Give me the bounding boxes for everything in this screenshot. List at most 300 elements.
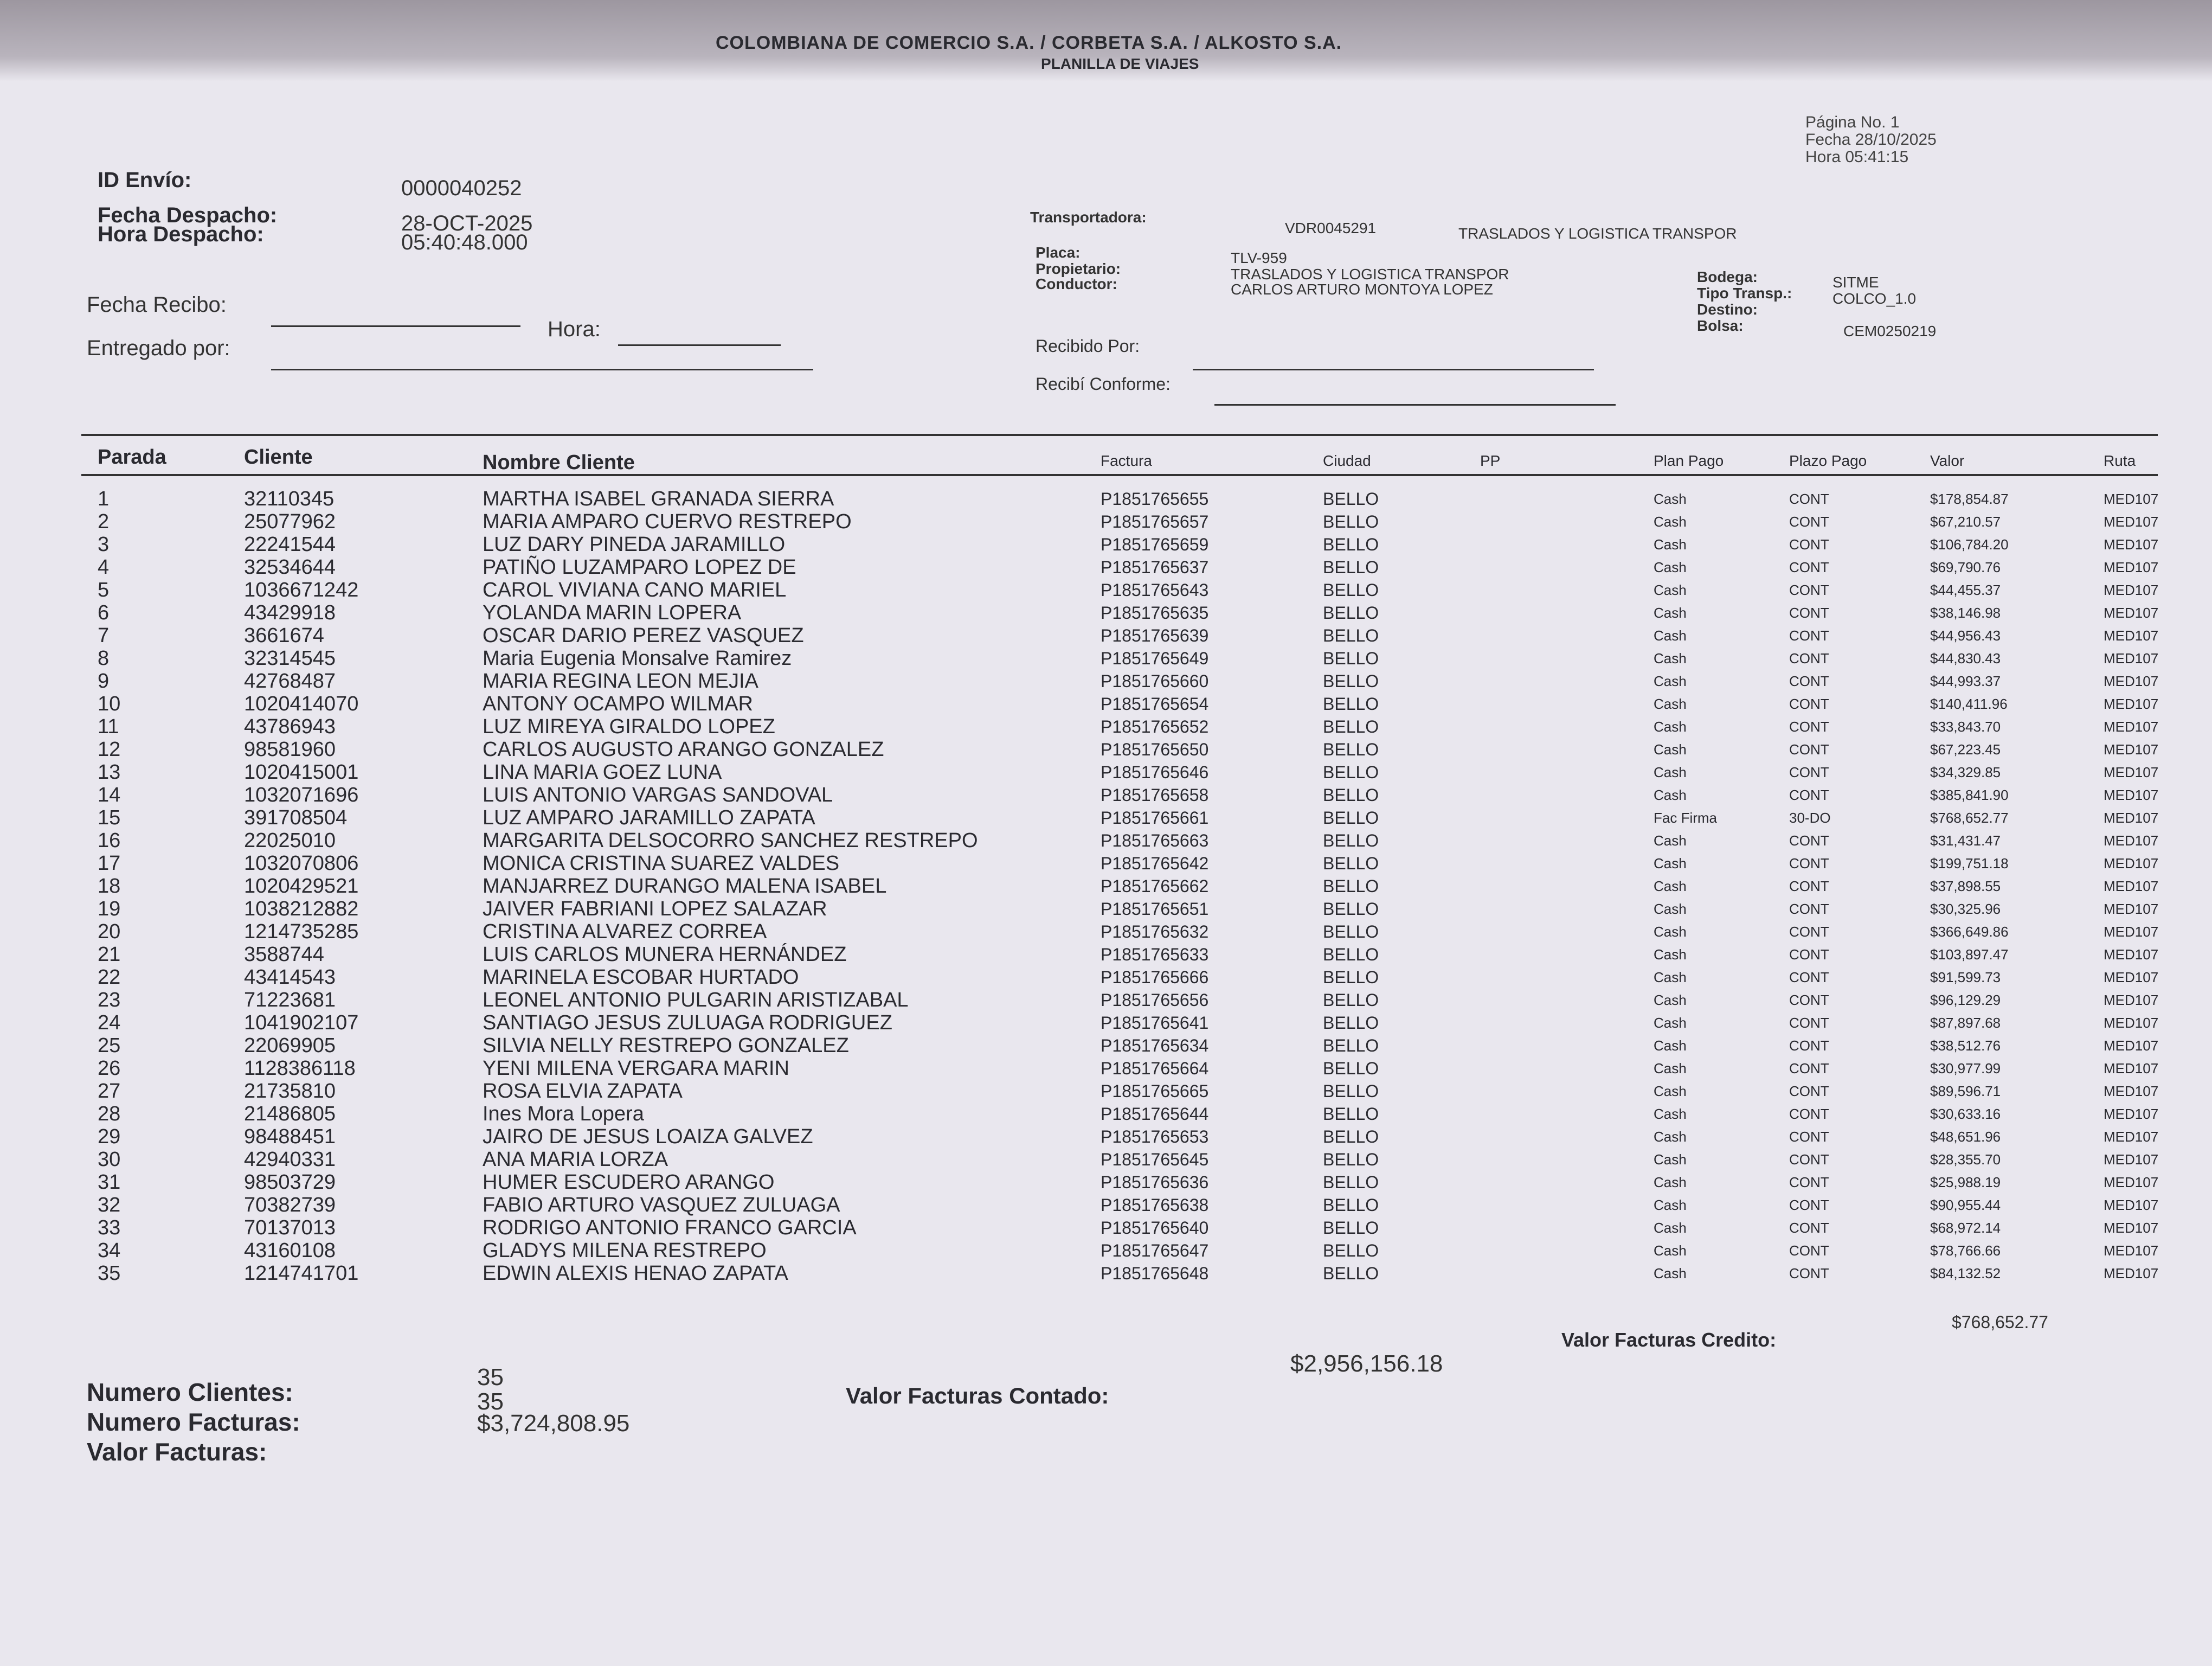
cell-nombre: RODRIGO ANTONIO FRANCO GARCIA — [483, 1216, 857, 1239]
fecha-recibo-line — [271, 325, 520, 327]
cell-cliente: 3661674 — [244, 624, 324, 647]
cell-valor: $89,596.71 — [1930, 1083, 2001, 1099]
valor-facturas-label: Valor Facturas: — [87, 1438, 267, 1466]
cell-factura: P1851765645 — [1101, 1150, 1209, 1169]
credito-label: Valor Facturas Credito: — [1561, 1329, 1777, 1351]
cell-ruta: MED107 — [2104, 878, 2159, 894]
cell-parada: 5 — [98, 579, 110, 601]
cell-cliente: 1032070806 — [244, 852, 359, 875]
cell-plan: Cash — [1654, 1220, 1687, 1236]
cell-plazo: CONT — [1789, 673, 1829, 689]
table-row — [81, 898, 2158, 920]
cell-plan: Cash — [1654, 559, 1687, 575]
cell-cliente: 22241544 — [244, 533, 336, 556]
cell-ruta: MED107 — [2104, 1220, 2159, 1236]
cell-ruta: MED107 — [2104, 696, 2159, 712]
cell-ruta: MED107 — [2104, 582, 2159, 598]
col-parada: Parada — [98, 446, 166, 469]
cell-plan: Cash — [1654, 719, 1687, 735]
cell-ciudad: BELLO — [1323, 854, 1379, 873]
cell-plan: Cash — [1654, 924, 1687, 940]
cell-ciudad: BELLO — [1323, 945, 1379, 964]
cell-plazo: CONT — [1789, 650, 1829, 667]
cell-valor: $91,599.73 — [1930, 969, 2001, 985]
numero-facturas-label: Numero Facturas: — [87, 1408, 300, 1436]
cell-parada: 1 — [98, 488, 110, 510]
cell-valor: $366,649.86 — [1930, 924, 2009, 940]
cell-valor: $48,651.96 — [1930, 1129, 2001, 1145]
cell-factura: P1851765633 — [1101, 945, 1209, 964]
cell-factura: P1851765649 — [1101, 649, 1209, 668]
cell-plan: Cash — [1654, 946, 1687, 963]
cell-plazo: CONT — [1789, 582, 1829, 598]
cell-parada: 13 — [98, 761, 121, 784]
cell-cliente: 43429918 — [244, 601, 336, 624]
credito-value: $768,652.77 — [1952, 1312, 2048, 1332]
cell-nombre: FABIO ARTURO VASQUEZ ZULUAGA — [483, 1194, 840, 1216]
cell-cliente: 1036671242 — [244, 579, 359, 601]
transportadora-code: VDR0045291 — [1285, 220, 1377, 236]
cell-parada: 30 — [98, 1148, 121, 1171]
cell-nombre: MARGARITA DELSOCORRO SANCHEZ RESTREPO — [483, 829, 978, 852]
placa-value: TLV-959 — [1231, 249, 1287, 266]
cell-nombre: ANA MARIA LORZA — [483, 1148, 668, 1171]
hora-despacho-label: Hora Despacho: — [98, 222, 264, 246]
cell-nombre: YOLANDA MARIN LOPERA — [483, 601, 742, 624]
cell-cliente: 21735810 — [244, 1080, 336, 1103]
cell-factura: P1851765643 — [1101, 580, 1209, 600]
table-row — [81, 716, 2158, 738]
cell-plazo: CONT — [1789, 536, 1829, 553]
cell-cliente: 1020429521 — [244, 875, 359, 898]
cell-ciudad: BELLO — [1323, 489, 1379, 509]
table-row — [81, 1058, 2158, 1079]
cell-plan: Cash — [1654, 741, 1687, 758]
table-row — [81, 1035, 2158, 1056]
cell-parada: 24 — [98, 1011, 121, 1034]
cell-plan: Cash — [1654, 969, 1687, 985]
cell-valor: $30,633.16 — [1930, 1106, 2001, 1122]
cell-plazo: CONT — [1789, 514, 1829, 530]
bodega-value: SITME — [1832, 274, 1879, 291]
cell-plazo: CONT — [1789, 924, 1829, 940]
cell-plazo: CONT — [1789, 1015, 1829, 1031]
cell-factura: P1851765632 — [1101, 922, 1209, 941]
table-row — [81, 1126, 2158, 1148]
cell-nombre: PATIÑO LUZAMPARO LOPEZ DE — [483, 556, 796, 579]
cell-plazo: CONT — [1789, 559, 1829, 575]
cell-plan: Cash — [1654, 764, 1687, 780]
cell-ruta: MED107 — [2104, 627, 2159, 644]
cell-valor: $90,955.44 — [1930, 1197, 2001, 1213]
cell-parada: 33 — [98, 1216, 121, 1239]
cell-plan: Cash — [1654, 582, 1687, 598]
contado-label: Valor Facturas Contado: — [846, 1383, 1109, 1408]
cell-valor: $28,355.70 — [1930, 1151, 2001, 1168]
cell-ruta: MED107 — [2104, 1037, 2159, 1054]
numero-facturas-value: 35 — [477, 1388, 504, 1415]
cell-plazo: CONT — [1789, 855, 1829, 872]
hora-label: Hora: — [548, 317, 601, 341]
cell-ruta: MED107 — [2104, 1151, 2159, 1168]
cell-ciudad: BELLO — [1323, 717, 1379, 736]
cell-ruta: MED107 — [2104, 946, 2159, 963]
cell-factura: P1851765635 — [1101, 603, 1209, 623]
recibido-label: Recibido Por: — [1036, 336, 1140, 356]
cell-ciudad: BELLO — [1323, 649, 1379, 668]
cell-nombre: LINA MARIA GOEZ LUNA — [483, 761, 722, 784]
cell-ruta: MED107 — [2104, 992, 2159, 1008]
cell-cliente: 32534644 — [244, 556, 336, 579]
page-number: Página No. 1 — [1805, 113, 1900, 131]
cell-valor: $768,652.77 — [1930, 810, 2009, 826]
cell-ruta: MED107 — [2104, 1015, 2159, 1031]
cell-ruta: MED107 — [2104, 1197, 2159, 1213]
table-row — [81, 807, 2158, 829]
cell-cliente: 98581960 — [244, 738, 336, 761]
cell-valor: $67,210.57 — [1930, 514, 2001, 530]
cell-nombre: Ines Mora Lopera — [483, 1103, 644, 1125]
table-row — [81, 1217, 2158, 1239]
cell-valor: $78,766.66 — [1930, 1242, 2001, 1259]
cell-valor: $84,132.52 — [1930, 1265, 2001, 1281]
cell-nombre: CRISTINA ALVAREZ CORREA — [483, 920, 767, 943]
cell-parada: 23 — [98, 989, 121, 1011]
cell-ciudad: BELLO — [1323, 535, 1379, 554]
cell-nombre: YENI MILENA VERGARA MARIN — [483, 1057, 789, 1080]
cell-plazo: CONT — [1789, 719, 1829, 735]
cell-nombre: GLADYS MILENA RESTREPO — [483, 1239, 767, 1262]
cell-ciudad: BELLO — [1323, 558, 1379, 577]
cell-cliente: 42940331 — [244, 1148, 336, 1171]
cell-parada: 35 — [98, 1262, 121, 1285]
table-row — [81, 966, 2158, 988]
table-row — [81, 921, 2158, 943]
numero-clientes-label: Numero Clientes: — [87, 1378, 293, 1406]
table-row — [81, 1240, 2158, 1261]
cell-nombre: LUIS CARLOS MUNERA HERNÁNDEZ — [483, 943, 847, 966]
cell-valor: $385,841.90 — [1930, 787, 2009, 803]
cell-ruta: MED107 — [2104, 1083, 2159, 1099]
cell-plan: Fac Firma — [1654, 810, 1717, 826]
cell-factura: P1851765651 — [1101, 899, 1209, 919]
cell-factura: P1851765654 — [1101, 694, 1209, 714]
cell-parada: 7 — [98, 624, 110, 647]
hora-line — [618, 344, 781, 346]
cell-plazo: CONT — [1789, 627, 1829, 644]
cell-parada: 22 — [98, 966, 121, 989]
table-row — [81, 1171, 2158, 1193]
cell-nombre: MANJARREZ DURANGO MALENA ISABEL — [483, 875, 887, 898]
cell-ruta: MED107 — [2104, 536, 2159, 553]
cell-valor: $96,129.29 — [1930, 992, 2001, 1008]
cell-plazo: CONT — [1789, 946, 1829, 963]
cell-ciudad: BELLO — [1323, 1127, 1379, 1146]
cell-valor: $44,455.37 — [1930, 582, 2001, 598]
destino-label: Destino: — [1697, 301, 1758, 318]
cell-plan: Cash — [1654, 1242, 1687, 1259]
cell-nombre: LUZ MIREYA GIRALDO LOPEZ — [483, 715, 775, 738]
fecha-despacho-label: Fecha Despacho: — [98, 203, 278, 227]
cell-nombre: MARIA REGINA LEON MEJIA — [483, 670, 758, 693]
cell-plazo: CONT — [1789, 1129, 1829, 1145]
table-row — [81, 853, 2158, 874]
cell-parada: 2 — [98, 510, 110, 533]
cell-valor: $44,993.37 — [1930, 673, 2001, 689]
cell-cliente: 70137013 — [244, 1216, 336, 1239]
table-row — [81, 534, 2158, 555]
cell-ruta: MED107 — [2104, 901, 2159, 917]
cell-valor: $37,898.55 — [1930, 878, 2001, 894]
cell-plazo: 30-DO — [1789, 810, 1831, 826]
cell-valor: $199,751.18 — [1930, 855, 2009, 872]
cell-ciudad: BELLO — [1323, 1195, 1379, 1215]
cell-valor: $103,897.47 — [1930, 946, 2009, 963]
placa-label: Placa: — [1036, 244, 1081, 261]
cell-plan: Cash — [1654, 1151, 1687, 1168]
cell-ciudad: BELLO — [1323, 740, 1379, 759]
cell-factura: P1851765657 — [1101, 512, 1209, 531]
cell-plan: Cash — [1654, 1015, 1687, 1031]
cell-ciudad: BELLO — [1323, 1264, 1379, 1283]
id-envio-value: 0000040252 — [401, 176, 522, 200]
id-envio-label: ID Envío: — [98, 168, 192, 192]
cell-plazo: CONT — [1789, 787, 1829, 803]
cell-ciudad: BELLO — [1323, 831, 1379, 850]
cell-parada: 34 — [98, 1239, 121, 1262]
cell-nombre: MARINELA ESCOBAR HURTADO — [483, 966, 799, 989]
col-ciudad: Ciudad — [1323, 452, 1371, 469]
cell-parada: 20 — [98, 920, 121, 943]
cell-valor: $31,431.47 — [1930, 832, 2001, 849]
cell-nombre: JAIRO DE JESUS LOAIZA GALVEZ — [483, 1125, 813, 1148]
cell-nombre: LUZ DARY PINEDA JARAMILLO — [483, 533, 786, 556]
table-row — [81, 1103, 2158, 1125]
cell-ruta: MED107 — [2104, 924, 2159, 940]
company-title: COLOMBIANA DE COMERCIO S.A. / CORBETA S.A. / ALKOSTO S.A. — [716, 33, 1342, 53]
cell-parada: 11 — [98, 715, 119, 738]
cell-nombre: MARIA AMPARO CUERVO RESTREPO — [483, 510, 852, 533]
print-time: Hora 05:41:15 — [1805, 148, 1909, 166]
cell-ruta: MED107 — [2104, 673, 2159, 689]
cell-factura: P1851765652 — [1101, 717, 1209, 736]
cell-plan: Cash — [1654, 536, 1687, 553]
cell-cliente: 391708504 — [244, 806, 348, 829]
cell-cliente: 1214741701 — [244, 1262, 359, 1285]
cell-ciudad: BELLO — [1323, 1218, 1379, 1238]
propietario-value: TRASLADOS Y LOGISTICA TRANSPOR — [1231, 266, 1509, 283]
cell-factura: P1851765646 — [1101, 762, 1209, 782]
cell-plazo: CONT — [1789, 832, 1829, 849]
cell-parada: 10 — [98, 693, 121, 715]
cell-cliente: 25077962 — [244, 510, 336, 533]
transportadora-name: TRASLADOS Y LOGISTICA TRANSPOR — [1458, 225, 1737, 242]
cell-plan: Cash — [1654, 1174, 1687, 1190]
bodega-label: Bodega: — [1697, 268, 1758, 285]
table-row — [81, 1263, 2158, 1284]
bolsa-value: CEM0250219 — [1843, 323, 1937, 339]
cell-cliente: 98488451 — [244, 1125, 336, 1148]
cell-plazo: CONT — [1789, 1220, 1829, 1236]
cell-ruta: MED107 — [2104, 650, 2159, 667]
cell-parada: 26 — [98, 1057, 121, 1080]
recibido-line — [1193, 369, 1594, 370]
recibi-conforme-line — [1214, 404, 1616, 406]
cell-factura: P1851765665 — [1101, 1081, 1209, 1101]
cell-cliente: 43160108 — [244, 1239, 336, 1262]
cell-factura: P1851765661 — [1101, 808, 1209, 828]
col-factura: Factura — [1101, 452, 1152, 469]
cell-valor: $38,512.76 — [1930, 1037, 2001, 1054]
cell-parada: 9 — [98, 670, 110, 693]
cell-parada: 32 — [98, 1194, 121, 1216]
cell-ciudad: BELLO — [1323, 580, 1379, 600]
cell-ciudad: BELLO — [1323, 785, 1379, 805]
cell-ciudad: BELLO — [1323, 808, 1379, 828]
table-row — [81, 602, 2158, 624]
col-pp: PP — [1480, 452, 1501, 469]
cell-parada: 3 — [98, 533, 110, 556]
cell-plan: Cash — [1654, 1197, 1687, 1213]
cell-ciudad: BELLO — [1323, 1013, 1379, 1033]
cell-parada: 8 — [98, 647, 110, 670]
cell-valor: $140,411.96 — [1930, 696, 2008, 712]
cell-plazo: CONT — [1789, 764, 1829, 780]
cell-factura: P1851765662 — [1101, 876, 1209, 896]
cell-nombre: EDWIN ALEXIS HENAO ZAPATA — [483, 1262, 788, 1285]
cell-ruta: MED107 — [2104, 719, 2159, 735]
cell-factura: P1851765648 — [1101, 1264, 1209, 1283]
cell-nombre: HUMER ESCUDERO ARANGO — [483, 1171, 775, 1194]
cell-nombre: MONICA CRISTINA SUAREZ VALDES — [483, 852, 840, 875]
col-cliente: Cliente — [244, 446, 313, 469]
cell-plan: Cash — [1654, 1037, 1687, 1054]
col-ruta: Ruta — [2104, 452, 2136, 469]
cell-valor: $106,784.20 — [1930, 536, 2009, 553]
cell-plan: Cash — [1654, 514, 1687, 530]
cell-valor: $25,988.19 — [1930, 1174, 2001, 1190]
cell-plan: Cash — [1654, 832, 1687, 849]
cell-factura: P1851765640 — [1101, 1218, 1209, 1238]
cell-ruta: MED107 — [2104, 1265, 2159, 1281]
cell-nombre: LUIS ANTONIO VARGAS SANDOVAL — [483, 784, 833, 806]
table-row — [81, 488, 2158, 510]
cell-ciudad: BELLO — [1323, 1104, 1379, 1124]
cell-factura: P1851765660 — [1101, 671, 1209, 691]
cell-valor: $33,843.70 — [1930, 719, 2001, 735]
cell-plazo: CONT — [1789, 1083, 1829, 1099]
entregado-line — [271, 369, 813, 370]
cell-ciudad: BELLO — [1323, 512, 1379, 531]
cell-plazo: CONT — [1789, 901, 1829, 917]
cell-plan: Cash — [1654, 1265, 1687, 1281]
cell-plan: Cash — [1654, 855, 1687, 872]
cell-cliente: 3588744 — [244, 943, 324, 966]
table-row — [81, 670, 2158, 692]
cell-ruta: MED107 — [2104, 1129, 2159, 1145]
table-row — [81, 556, 2158, 578]
cell-plan: Cash — [1654, 787, 1687, 803]
conductor-label: Conductor: — [1036, 275, 1117, 292]
cell-cliente: 1038212882 — [244, 898, 359, 920]
cell-plan: Cash — [1654, 1129, 1687, 1145]
page-info — [1805, 114, 1937, 166]
cell-plan: Cash — [1654, 491, 1687, 507]
cell-factura: P1851765664 — [1101, 1059, 1209, 1078]
cell-plazo: CONT — [1789, 1106, 1829, 1122]
cell-plazo: CONT — [1789, 1242, 1829, 1259]
document-sheet — [65, 22, 2212, 1666]
cell-ruta: MED107 — [2104, 491, 2159, 507]
conductor-value: CARLOS ARTURO MONTOYA LOPEZ — [1231, 281, 1493, 298]
cell-ciudad: BELLO — [1323, 626, 1379, 645]
cell-cliente: 32110345 — [244, 488, 335, 510]
cell-parada: 25 — [98, 1034, 121, 1057]
table-row — [81, 511, 2158, 533]
cell-ciudad: BELLO — [1323, 1172, 1379, 1192]
cell-ruta: MED107 — [2104, 969, 2159, 985]
cell-cliente: 1128386118 — [244, 1057, 356, 1080]
cell-cliente: 71223681 — [244, 989, 336, 1011]
cell-plazo: CONT — [1789, 491, 1829, 507]
cell-parada: 6 — [98, 601, 110, 624]
cell-factura: P1851765634 — [1101, 1036, 1209, 1055]
cell-ciudad: BELLO — [1323, 990, 1379, 1010]
table-row — [81, 1149, 2158, 1170]
cell-valor: $67,223.45 — [1930, 741, 2001, 758]
cell-valor: $87,897.68 — [1930, 1015, 2001, 1031]
cell-factura: P1851765656 — [1101, 990, 1209, 1010]
col-plazo-pago: Plazo Pago — [1789, 452, 1867, 469]
cell-ciudad: BELLO — [1323, 1081, 1379, 1101]
cell-nombre: CARLOS AUGUSTO ARANGO GONZALEZ — [483, 738, 884, 761]
table-row — [81, 739, 2158, 760]
cell-ciudad: BELLO — [1323, 876, 1379, 896]
fecha-despacho-value: 28-OCT-2025 — [401, 212, 533, 235]
table-row — [81, 761, 2158, 783]
table-row — [81, 1012, 2158, 1034]
cell-ciudad: BELLO — [1323, 603, 1379, 623]
cell-ciudad: BELLO — [1323, 1150, 1379, 1169]
cell-ruta: MED107 — [2104, 764, 2159, 780]
cell-ciudad: BELLO — [1323, 1241, 1379, 1260]
cell-valor: $68,972.14 — [1930, 1220, 2001, 1236]
cell-parada: 4 — [98, 556, 110, 579]
cell-plazo: CONT — [1789, 1197, 1829, 1213]
cell-factura: P1851765659 — [1101, 535, 1209, 554]
cell-parada: 17 — [98, 852, 121, 875]
cell-factura: P1851765636 — [1101, 1172, 1209, 1192]
cell-plan: Cash — [1654, 605, 1687, 621]
cell-factura: P1851765655 — [1101, 489, 1209, 509]
cell-ruta: MED107 — [2104, 514, 2159, 530]
cell-plan: Cash — [1654, 1106, 1687, 1122]
table-row — [81, 625, 2158, 646]
cell-cliente: 42768487 — [244, 670, 336, 693]
cell-ciudad: BELLO — [1323, 967, 1379, 987]
numero-clientes-value: 35 — [477, 1364, 504, 1391]
cell-factura: P1851765658 — [1101, 785, 1209, 805]
cell-ruta: MED107 — [2104, 832, 2159, 849]
cell-plazo: CONT — [1789, 1060, 1829, 1077]
cell-ruta: MED107 — [2104, 1060, 2159, 1077]
cell-plazo: CONT — [1789, 696, 1829, 712]
cell-ciudad: BELLO — [1323, 1036, 1379, 1055]
cell-factura: P1851765663 — [1101, 831, 1209, 850]
cell-ruta: MED107 — [2104, 559, 2159, 575]
cell-plan: Cash — [1654, 650, 1687, 667]
col-nombre: Nombre Cliente — [483, 451, 635, 474]
